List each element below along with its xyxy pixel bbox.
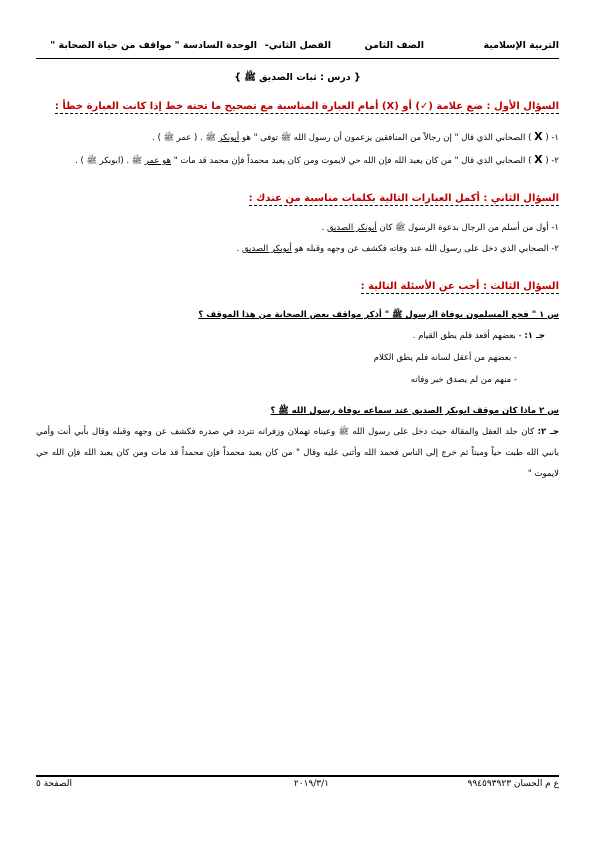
header-term: الفصل الثاني- [264,40,331,51]
q1-item-1: ١- ( X ) الصحابي الذي قال " إن رجالاً من المنافقين يزعمون أن رسول الله ﷺ توفى " هو أبوبكر ﷺ . ( عمر ﷺ ) . [152,130,559,143]
footer-rule [36,775,559,777]
header-subject: التربية الإسلامية [483,40,559,51]
page-header [36,40,559,56]
header-unit: الوحدة السادسة " مواقف من حياة الصحابة " [50,40,257,51]
q3-s1-answer-3: - منهم من لم يصدق خبر وفاته [410,375,517,385]
q2-item-1: ١- أول من أسلم من الرجال بدعوة الرسول ﷺ كان أبوبكر الصديق . [321,223,559,233]
footer-date: ٢٠١٩/٣/١ [293,779,329,789]
q3-s2-answer: جـ ٢: كان جلد العقل والمقالة حيث دخل على رسول الله ﷺ وعيناه تهملان وزفراته تتردد في صدره فكشف عن وجهه وقبله وقال بأبي أنت وأمي يانبي الله طبت حياً وميتاً ثم خرج إلى الناس فحمد الله وأثنى عليه وقال " من كان يعبد محمداً فإن محمداً قد مات ومن كان يعبد الله فإن الله حي لايموت " [36,427,559,479]
q3-s1-question: س ١ " فجع المسلمون بوفاة الرسول ﷺ " أذكر مواقف بعض الصحابة من هذا الموقف ؟ [198,310,559,320]
q3-s1-answer-1: جـ ١: - بعضهم أقعد فلم يطق القيام . [412,331,545,341]
header-rule [36,58,559,59]
lesson-title: { درس : ثبات الصديق ﷺ } [234,72,361,83]
page-footer [36,779,559,793]
q3-s1-answer-2: - بعضهم من أعقل لسانه فلم يطق الكلام [373,353,517,363]
q1-title: السؤال الأول : ضع علامة (✓) أو (X) أمام العبارة المناسبة مع تصحيح ما تحته خط إذا كانت العبارة خطأ : [54,101,559,112]
x-mark-icon: X [534,130,543,143]
x-mark-icon: X [534,153,543,166]
q1-item-2: ٢- ( X ) الصحابي الذي قال " من كان يعبد الله فإن الله حي لايموت ومن كان يعبد محمداً فإن محمد قد مات " هو عمر ﷺ . (ابوبكر ﷺ ) . [75,153,559,166]
q3-s2-question: س ٢ ماذا كان موقف ابوبكر الصديق عند سماعه بوفاة رسول الله ﷺ ؟ [270,406,559,416]
q3-title: السؤال الثالث : أجب عن الأسئلة التالية : [360,281,559,292]
header-grade: الصف الثامن [364,40,424,51]
footer-page-number: الصفحة ٥ [36,779,72,789]
footer-author: ع م الحسان ٩٩٤٥٩٣٩٢٣ [467,779,559,789]
q2-item-2: ٢- الصحابي الذي دخل على رسول الله عند وفاته فكشف عن وجهه وقبله هو أبوبكر الصديق . [236,244,559,254]
q2-title: السؤال الثاني : أكمل العبارات التالية بكلمات مناسبة من عندك : [248,193,559,204]
